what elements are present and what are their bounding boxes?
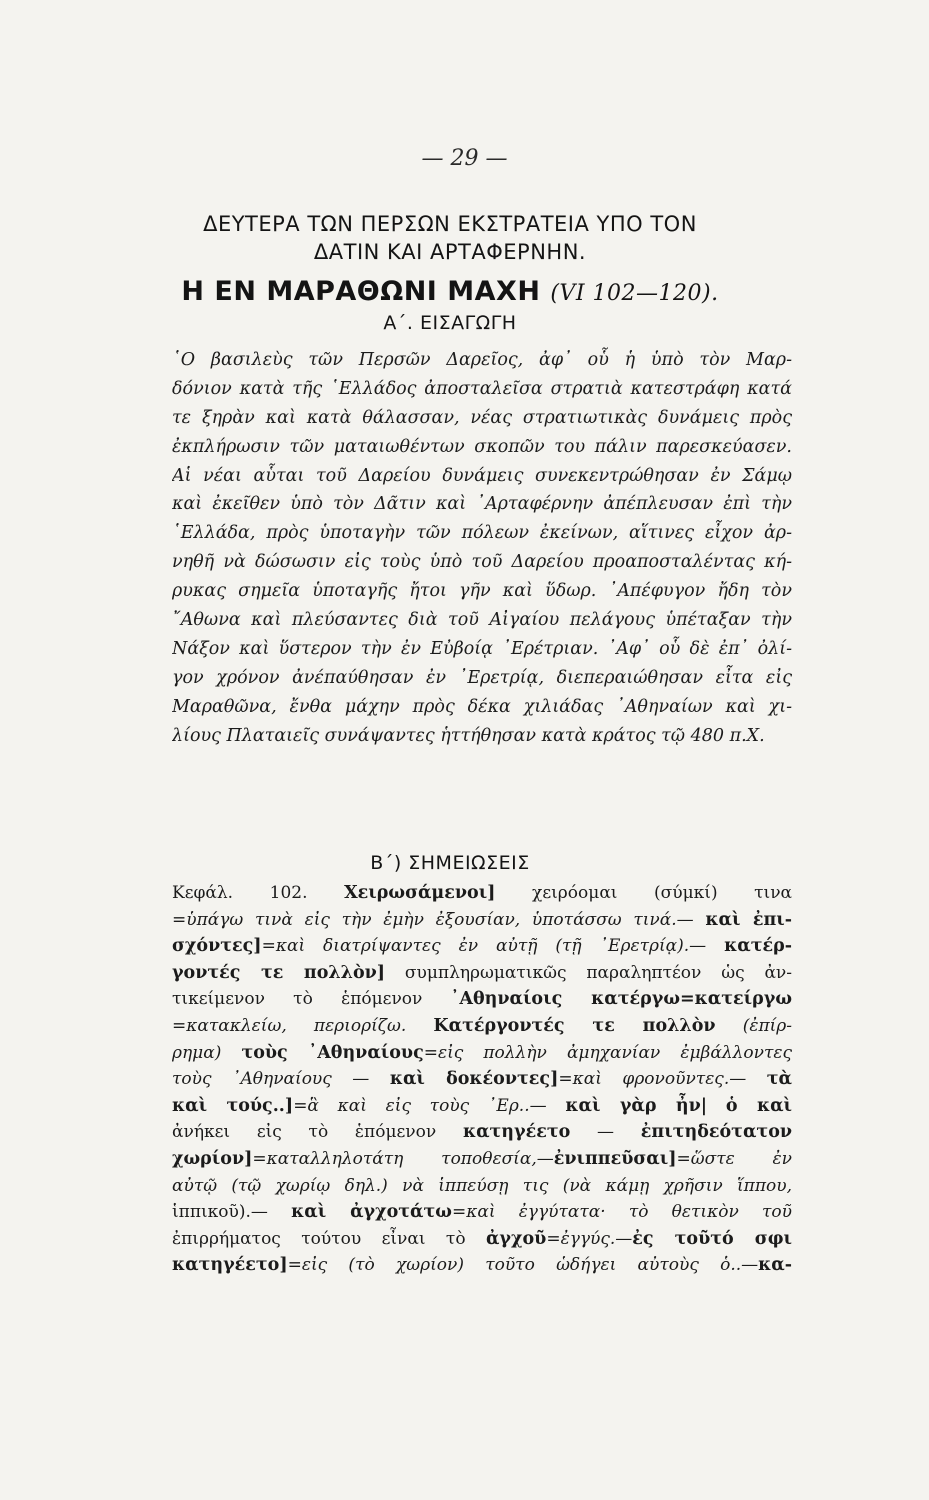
note-line	[172, 1066, 792, 1093]
section-heading-introduction: Α΄. ΕΙΣΑΓΩΓΗ	[383, 312, 517, 334]
text-line: δόνιον κατὰ τῆς ῾Ελλάδος ἀποσταλεῖσα στρατιὰ κατεστράφη κατά	[172, 378, 792, 399]
note-gloss: =καὶ διατρίψαντες ἐν αὐτῇ (τῇ ᾿Ερετρίᾳ).—	[261, 936, 707, 957]
note-lemma: κα-	[758, 1255, 792, 1276]
note-lemma: κατέρ-	[724, 936, 792, 957]
note-line	[172, 1013, 792, 1040]
text-line: ἐκπλήρωσιν τῶν ματαιωθέντων σκοπῶν του πάλιν παρεσκεύασεν.	[172, 436, 792, 457]
note-gloss: χειρόομαι (σύμκί) τινα	[532, 883, 792, 903]
note-lemma: σχόντες]	[172, 936, 262, 957]
text-line: νηθῆ νὰ δώσωσιν εἰς τοὺς ὑπὸ τοῦ Δαρείου προαποσταλέντας κή-	[172, 552, 792, 573]
note-gloss: τοὺς ᾿Αθηναίους —	[172, 1069, 370, 1090]
note-gloss: =κατακλείω, περιορίζω.	[172, 1015, 407, 1036]
note-gloss: =ὑπάγω τινὰ εἰς τὴν ἐμὴν ἐξουσίαν, ὑποτάσσω τινά.—	[172, 909, 694, 930]
note-lemma: ἐπιτηδεότατον	[640, 1122, 792, 1143]
note-lemma: Χειρωσάμενοι]	[344, 883, 496, 903]
note-lemma: καὶ τούς..]	[172, 1095, 294, 1116]
text-line: τε ξηρὰν καὶ κατὰ θάλασσαν, νέας στρατιωτικὰς δυνάμεις πρὸς	[172, 407, 792, 428]
text-line: ρυκας σημεῖα ὑποταγῆς ἤτοι γῆν καὶ ὕδωρ. ᾿Απέφυγον ἤδη τὸν	[172, 581, 792, 602]
note-line	[172, 960, 792, 987]
note-gloss: =εἰς (τὸ χωρίον) τοῦτο ὡδήγει αὐτοὺς ὁ..—	[287, 1255, 759, 1276]
note-line	[172, 907, 792, 934]
note-gloss: αὐτῷ (τῷ χωρίῳ δηλ.) νὰ ἱππεύσῃ τις (νὰ κάμῃ χρῆσιν ἵππου,	[172, 1175, 792, 1196]
note-gloss: =καὶ φρονοῦντες.—	[558, 1069, 747, 1090]
note-line	[172, 1146, 792, 1173]
chapter-heading-line-1: ΔΕΥΤΕΡΑ ΤΩΝ ΠΕΡΣΩΝ ΕΚΣΤΡΑΤΕΙΑ ΥΠΟ ΤΟΝ	[203, 212, 697, 236]
note-gloss: ἱππικοῦ).—	[172, 1202, 268, 1223]
note-lemma: κατηγέετο	[462, 1122, 571, 1143]
notes-text	[172, 880, 792, 1279]
note-gloss: =καὶ ἐγγύτατα· τὸ θετικὸν τοῦ	[451, 1202, 792, 1223]
text-line: ῾Ο βασιλεὺς τῶν Περσῶν Δαρεῖος, ἀφ᾿ οὗ ἡ ὑπὸ τὸν Μαρ-	[172, 350, 792, 370]
note-line	[172, 1093, 792, 1120]
chapter-heading-line-2: ΔΑΤΙΝ ΚΑΙ ΑΡΤΑΦΕΡΝΗΝ.	[313, 240, 587, 264]
note-lemma: ἐνιππεῦσαι]	[553, 1148, 677, 1169]
note-line	[172, 1119, 792, 1146]
note-gloss: ἐπιρρήματος τούτου εἶναι τὸ	[172, 1228, 466, 1249]
note-line	[172, 933, 792, 960]
text-line: λίους Πλαταιεῖς συνάψαντες ἡττήθησαν κατὰ κράτος τῷ 480 π.Χ.	[172, 725, 765, 746]
note-lemma: καὶ δοκέοντες]	[389, 1069, 559, 1090]
note-lemma: χωρίον]	[172, 1148, 253, 1169]
chapter-title-reference: (VI 102—120).	[550, 281, 719, 306]
text-line: Νάξον καὶ ὕστερον τὴν ἐν Εὐβοίᾳ ᾿Ερέτριαν. ᾿Αφ᾿ οὗ δὲ ἐπ᾿ ὀλί-	[172, 638, 792, 659]
note-lemma: καὶ ἀγχοτάτω	[291, 1202, 452, 1223]
note-gloss: ρημα)	[172, 1042, 222, 1063]
note-lemma: ὁ καὶ	[725, 1095, 792, 1116]
note-line	[172, 880, 792, 907]
text-line: Αἱ νέαι αὗται τοῦ Δαρείου δυνάμεις συνεκεντρώθησαν ἐν Σάμῳ	[172, 465, 792, 486]
note-gloss: =ἐγγύς.—	[546, 1228, 633, 1249]
note-gloss: =ἃ καὶ εἰς τοὺς ᾿Ερ..—	[293, 1095, 547, 1116]
note-chapter-ref: Κεφάλ. 102.	[172, 883, 308, 903]
note-line	[172, 1226, 792, 1253]
note-gloss: συμπληρωματικῶς παραληπτέον ὡς ἀν-	[404, 962, 792, 983]
note-line	[172, 1199, 792, 1226]
note-lemma: καὶ ἐπι-	[705, 909, 792, 930]
chapter-title	[90, 276, 810, 307]
note-line	[172, 1173, 792, 1200]
note-line	[172, 1040, 792, 1067]
note-line	[172, 1252, 792, 1279]
text-line: ῎Αθωνα καὶ πλεύσαντες διὰ τοῦ Αἰγαίου πελάγους ὑπέταξαν τὴν	[172, 610, 792, 631]
note-lemma: ᾿Αθηναίοις κατέργω=κατείργω	[450, 989, 792, 1010]
note-dash: —	[597, 1122, 615, 1143]
introduction-text	[172, 346, 792, 750]
page-number: — 29 —	[421, 146, 508, 171]
text-line: Μαραθῶνα, ἔνθα μάχην πρὸς δέκα χιλιάδας ᾿Αθηναίων καὶ χι-	[172, 696, 792, 717]
note-gloss: ἀνήκει εἰς τὸ ἑπόμενον	[172, 1122, 437, 1143]
text-line: ῾Ελλάδα, πρὸς ὑποταγὴν τῶν πόλεων ἐκείνων, αἵτινες εἶχον ἀρ-	[172, 523, 792, 544]
section-heading-notes: Β΄) ΣΗΜΕΙΩΣΕΙΣ	[370, 852, 530, 874]
note-lemma: τὰ	[766, 1069, 792, 1090]
note-lemma: καὶ γὰρ ἦν|	[565, 1095, 708, 1116]
note-gloss: τικείμενον τὸ ἑπόμενον	[172, 989, 423, 1010]
text-line: γον χρόνον ἀνέπαύθησαν ἐν ᾿Ερετρίᾳ, διεπεραιώθησαν εἶτα εἰς	[172, 667, 792, 688]
note-lemma: κατηγέετο]	[172, 1255, 288, 1276]
note-lemma: γοντές τε πολλὸν]	[172, 962, 386, 983]
note-gloss: =ὥστε ἐν	[676, 1148, 792, 1169]
text-line: καὶ ἐκεῖθεν ὑπὸ τὸν Δᾶτιν καὶ ᾿Αρταφέρνην ἀπέπλευσαν ἐπὶ τὴν	[172, 494, 792, 515]
note-gloss: =εἰς πολλὴν ἀμηχανίαν ἐμβάλλοντες	[423, 1042, 792, 1063]
note-gloss: (ἐπίρ-	[742, 1015, 792, 1036]
note-gloss: =καταλληλοτάτη τοποθεσία,—	[252, 1148, 554, 1169]
note-lemma: Κατέργοντές τε πολλὸν	[433, 1015, 716, 1036]
note-lemma: τοὺς ᾿Αθηναίους	[241, 1042, 424, 1063]
note-lemma: ἐς τοῦτό σφι	[632, 1228, 792, 1249]
note-line	[172, 986, 792, 1013]
chapter-title-text: Η ΕΝ ΜΑΡΑΘΩΝΙ ΜΑΧΗ	[181, 276, 541, 307]
note-lemma: ἀγχοῦ	[485, 1228, 547, 1249]
